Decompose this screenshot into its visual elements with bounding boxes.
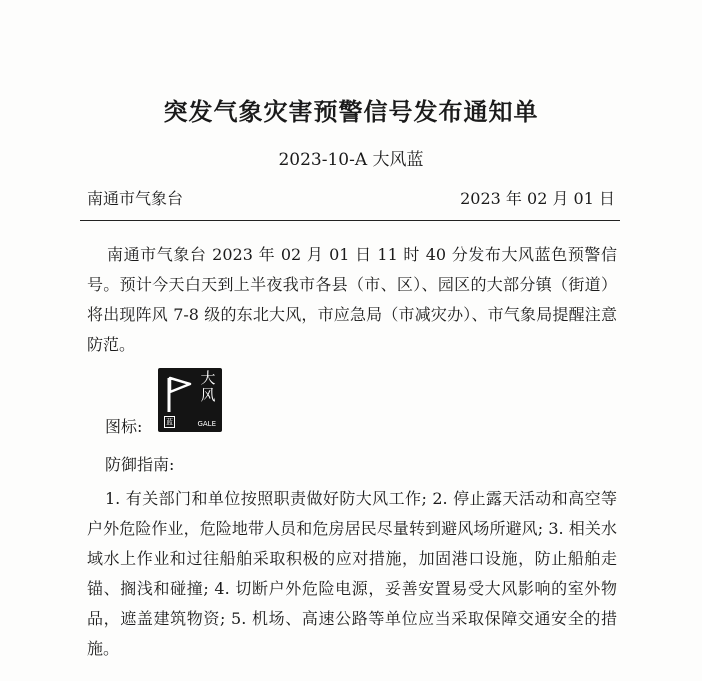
issuer-date-row xyxy=(87,186,615,209)
icon-label: 图标: xyxy=(105,417,143,436)
icon-text-cn: 大 风 xyxy=(200,369,216,404)
document-code: 2023-10-A 大风蓝 xyxy=(278,150,424,170)
icon-text-en: GALE xyxy=(197,420,216,428)
icon-level: 蓝 xyxy=(166,418,173,426)
issuer-name: 南通市气象台 xyxy=(87,189,184,208)
issue-date: 2023 年 02 月 01 日 xyxy=(460,189,615,208)
gale-warning-icon xyxy=(158,368,222,432)
flag-icon xyxy=(164,374,194,414)
notice-body: 南通市气象台 2023 年 02 月 01 日 11 时 40 分发布大风蓝色预警信号。预计今天白天到上半夜我市各县（市、区）、园区的大部分镇（街道）将出现阵风 7-8 级的东北大风，市应急局（市减灾办）、市气象局提醒注意防范。 xyxy=(87,245,617,354)
document-title: 突发气象灾害预警信号发布通知单 xyxy=(163,97,539,126)
header-divider xyxy=(80,220,620,221)
guide-heading: 防御指南: xyxy=(105,455,175,474)
guide-text: 1. 有关部门和单位按照职责做好防大风工作; 2. 停止露天活动和高空等户外危险作业，危险地带人员和危房居民尽量转到避风场所避风; 3. 相关水域水上作业和过往船舶采取积极的应对措施，加固港口设施，防止船舶走锚、搁浅和碰撞; 4. 切断户外危险电源，妥善安置易受大风影响的室外物品，遮盖建筑物资; 5. 机场、高速公路等单位应当采取保障交通安全的措施。 xyxy=(87,489,617,658)
